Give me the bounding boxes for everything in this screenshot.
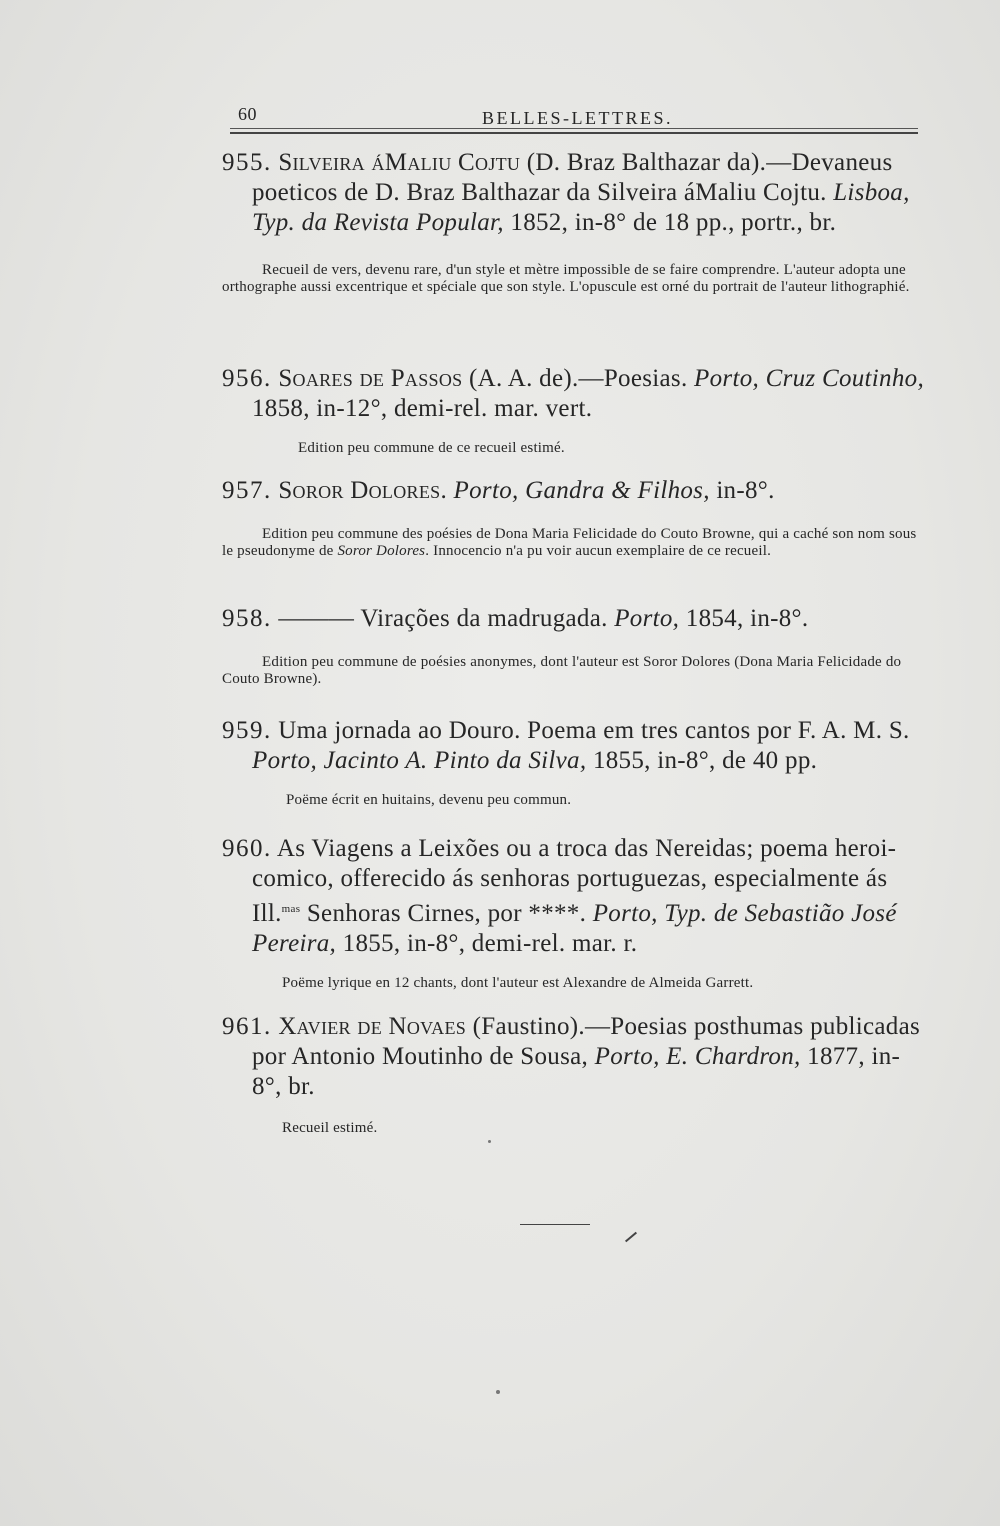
entry-details: 1854, in-8°. (679, 605, 809, 632)
entry-imprint: Porto, Typ. de Sebastião José Pereira, (252, 900, 897, 957)
entry-note: Edition peu commune de ce recueil estimé. (298, 440, 565, 456)
entry-957 (222, 476, 924, 560)
entry-details: in-8°. (709, 477, 775, 504)
entry-heading (222, 834, 924, 959)
entry-heading (222, 364, 924, 424)
entry-note (222, 526, 924, 560)
end-rule (520, 1224, 590, 1225)
entry-title: Uma jornada ao Douro. Poema em tres cantos por F. A. M. S. (271, 717, 910, 744)
entry-961 (222, 1012, 924, 1137)
entry-imprint: Porto, E. Chardron, (594, 1043, 801, 1070)
entry-960 (222, 834, 924, 992)
stray-pen-mark (625, 1232, 637, 1243)
page-header (230, 100, 920, 140)
entry-heading (222, 476, 924, 506)
paper-speck (496, 1390, 500, 1394)
paper-speck (488, 1140, 491, 1143)
entry-details: 1877, in-8°, br. (252, 1043, 901, 1100)
entry-number: 958. (222, 605, 272, 632)
entry-number: 957. (222, 477, 272, 504)
entry-details: 1855, in-8°, demi-rel. mar. r. (336, 930, 638, 957)
entry-955 (222, 148, 924, 296)
header-rule-thick (230, 132, 918, 134)
entry-author: Silveira áMaliu Cojtu (278, 149, 521, 176)
entry-imprint: Porto, Jacinto A. Pinto da Silva, (252, 747, 587, 774)
entry-imprint: Porto, Gandra & Filhos, (453, 477, 710, 504)
note-text: . Innocencio n'a pu voir aucun exemplaire de ce recueil. (425, 543, 772, 559)
entry-title: As Viagens a Leixões ou a troca das Nereidas; poema heroi-comico, offerecido ás senhoras portuguezas, especialmente ás Ill. (252, 835, 897, 927)
abbrev-superscript: mas (281, 903, 301, 915)
entry-note: Poëme lyrique en 12 chants, dont l'auteur est Alexandre de Almeida Garrett. (282, 975, 754, 991)
entry-imprint: Porto, (614, 605, 680, 632)
entry-959 (222, 716, 924, 809)
entry-title: (Faustino).—Poesias posthumas publicadas por Antonio Moutinho de Sousa, (252, 1013, 921, 1070)
entry-note: Edition peu commune de poésies anonymes, dont l'auteur est Soror Dolores (Dona Maria Felicidade do Couto Browne). (222, 654, 902, 687)
entry-number: 960. (222, 835, 272, 862)
page-number: 60 (238, 104, 257, 124)
ditto-dash: ——— (278, 605, 355, 632)
note-pseudonym: Soror Dolores (337, 543, 426, 559)
entry-title: (D. Braz Balthazar da).—Devaneus poeticos de D. Braz Balthazar da Silveira áMaliu Cojtu. (252, 149, 893, 206)
entry-heading (222, 1012, 924, 1102)
entry-958 (222, 604, 924, 688)
entry-note: Recueil de vers, devenu rare, d'un style et mètre impossible de se faire comprendre. L'auteur adopta une orthographe aussi excentrique et spéciale que son style. L'opuscule est orné du portrait de l'auteur lithographié. (222, 262, 910, 295)
entry-title-cont: Senhoras Cirnes, por ****. (300, 900, 593, 927)
entry-note: Recueil estimé. (282, 1120, 378, 1136)
entry-details: 1858, in-12°, demi-rel. mar. vert. (252, 395, 593, 422)
entry-number: 961. (222, 1013, 272, 1040)
entry-imprint: Porto, Cruz Coutinho, (694, 365, 924, 392)
entry-heading (222, 604, 924, 634)
entry-author: Soares de Passos (278, 365, 463, 392)
entry-number: 955. (222, 149, 272, 176)
entry-number: 959. (222, 717, 272, 744)
entry-heading (222, 716, 924, 776)
entry-details: 1855, in-8°, de 40 pp. (586, 747, 818, 774)
entry-title: Virações da madrugada. (354, 605, 615, 632)
entry-956 (222, 364, 924, 457)
entry-author: Xavier de Novaes (278, 1013, 467, 1040)
entry-title: . (440, 477, 454, 504)
entry-title: (A. A. de).—Poesias. (462, 365, 695, 392)
entry-heading (222, 148, 924, 238)
entry-author: Soror Dolores (278, 477, 441, 504)
note-text: Edition peu commune des poésies de Dona Maria Felicidade do Couto Browne, qui a caché son nom sous le pseudonyme de (222, 526, 917, 559)
running-head: BELLES-LETTRES. (482, 108, 673, 128)
header-rule (230, 128, 918, 129)
entry-details: 1852, in-8° de 18 pp., portr., br. (503, 209, 837, 236)
entry-number: 956. (222, 365, 272, 392)
entry-note: Poëme écrit en huitains, devenu peu commun. (286, 792, 572, 808)
entry-imprint: Lisboa, Typ. da Revista Popular, (252, 179, 910, 236)
